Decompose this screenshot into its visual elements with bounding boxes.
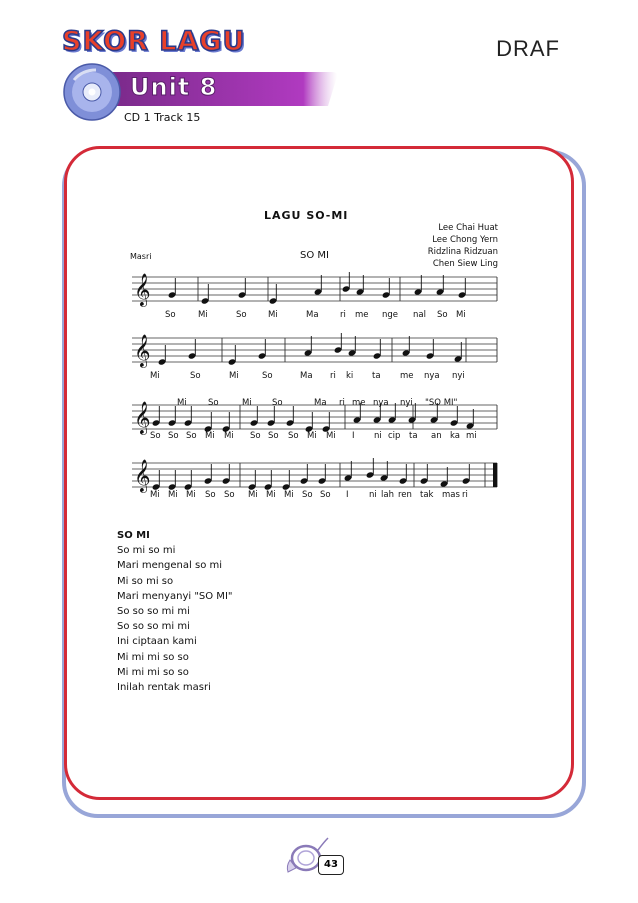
composer: Ridzlina Ridzuan	[427, 247, 498, 257]
staff-lyric: So	[150, 431, 161, 441]
staff-lyric: nal	[413, 310, 426, 320]
staff-upper-lyric: nyi	[400, 398, 413, 408]
staff-lyric: mi	[466, 431, 477, 441]
staff-lyric: Mi	[248, 490, 258, 500]
staff-upper-lyric: Mi	[177, 398, 187, 408]
lyrics-line: Mi mi mi so so	[117, 666, 189, 678]
staff-upper-lyric: nya	[373, 398, 389, 408]
staff-lyric: ri	[462, 490, 468, 500]
staff-lyric: So	[205, 490, 216, 500]
staff-lyric: ri	[330, 371, 336, 381]
lyrics-line: Mari menyanyi "SO MI"	[117, 590, 233, 602]
staff-lyric: me	[400, 371, 414, 381]
composer: Lee Chai Huat	[438, 223, 498, 233]
staff-lyric: ka	[450, 431, 460, 441]
lyrics-line: Inilah rentak masri	[117, 682, 211, 694]
tempo-marking: Masri	[130, 252, 152, 261]
treble-clef: 𝄞	[134, 459, 151, 492]
lyrics-line: So so so mi mi	[117, 621, 190, 633]
staff-upper-lyric: Ma	[314, 398, 327, 408]
cd-track-label: CD 1 Track 15	[124, 111, 201, 124]
staff-lyric: Mi	[284, 490, 294, 500]
staff-lyric: Mi	[326, 431, 336, 441]
staff-lyric: ta	[372, 371, 381, 381]
lyrics-line: Ini ciptaan kami	[117, 636, 197, 648]
lyrics-line: Mi so mi so	[117, 575, 174, 587]
staff-lyric: So	[224, 490, 235, 500]
staff-lyric: ren	[398, 490, 412, 500]
staff-lyric: Ma	[300, 371, 313, 381]
staff-lyric: I	[346, 490, 349, 500]
final-bar	[493, 463, 497, 487]
lyrics-line: So so so mi mi	[117, 606, 190, 618]
unit-label: Unit 8	[130, 73, 218, 101]
staff-lyric: Mi	[150, 490, 160, 500]
staff-lyric: ni	[369, 490, 377, 500]
staff-lyric: ni	[374, 431, 382, 441]
staff-lyric: Mi	[186, 490, 196, 500]
staff-lyric: So	[236, 310, 247, 320]
staff-lyric: Mi	[150, 371, 160, 381]
staff-lyric: an	[431, 431, 442, 441]
staff-upper-lyric: me	[352, 398, 366, 408]
treble-clef: 𝄞	[134, 401, 151, 434]
staff-lyric: So	[320, 490, 331, 500]
staff-lyric: Mi	[205, 431, 215, 441]
staff-lyric: Mi	[268, 310, 278, 320]
staff-lyric: Mi	[229, 371, 239, 381]
lyrics-block	[117, 528, 417, 695]
staff-lyric: So	[190, 371, 201, 381]
staff-lyric: lah	[381, 490, 394, 500]
staff-lyric: tak	[420, 490, 434, 500]
staff-lyric: So	[437, 310, 448, 320]
staff-lyric: nge	[382, 310, 399, 320]
staff-lyric: So	[262, 371, 273, 381]
staff-lyric: Mi	[266, 490, 276, 500]
lyrics-heading: SO MI	[117, 530, 150, 541]
page-number: 43	[318, 855, 344, 875]
staff-lyric: So	[250, 431, 261, 441]
staff-lyric: I	[352, 431, 355, 441]
lyrics-line: Mari mengenal so mi	[117, 560, 223, 572]
staff-upper-lyric: Mi	[242, 398, 252, 408]
treble-clef: 𝄞	[134, 273, 151, 306]
staff-lyric: So	[168, 431, 179, 441]
composer: Lee Chong Yern	[432, 235, 498, 245]
staff-lyric: Mi	[224, 431, 234, 441]
lyrics-line: Mi mi mi so so	[117, 651, 189, 663]
staff-lyric: So	[302, 490, 313, 500]
song-title: LAGU SO-MI	[264, 209, 349, 222]
staff-upper-lyric: So	[272, 398, 283, 408]
staff-lyric: ri	[340, 310, 346, 320]
staff-lyric: Mi	[307, 431, 317, 441]
staff-lyric: So	[288, 431, 299, 441]
staff-lyric: Mi	[198, 310, 208, 320]
series-title: SKOR LAGU	[62, 26, 246, 57]
staff-lyric: So	[186, 431, 197, 441]
draft-label: DRAF	[496, 36, 560, 61]
staff-upper-lyric: "SO MI"	[425, 398, 458, 408]
staff-upper-lyric: ri	[339, 398, 345, 408]
staff-lyric: ta	[409, 431, 418, 441]
staff-lyric: So	[165, 310, 176, 320]
staff-lyric: cip	[388, 431, 401, 441]
song-subtitle: SO MI	[300, 250, 329, 261]
treble-clef: 𝄞	[134, 334, 151, 367]
staff-lyric: nyi	[452, 371, 465, 381]
staff-lyric: Mi	[168, 490, 178, 500]
staff-lyric: So	[268, 431, 279, 441]
staff-lyric: Mi	[456, 310, 466, 320]
staff-lyric: nya	[424, 371, 440, 381]
lyrics-line: So mi so mi	[117, 545, 176, 557]
staff-lyric: me	[355, 310, 369, 320]
composer: Chen Siew Ling	[432, 259, 498, 269]
staff-upper-lyric: So	[208, 398, 219, 408]
staff-lyric: mas	[442, 490, 460, 500]
staff-lyric: ki	[346, 371, 354, 381]
staff-lyric: Ma	[306, 310, 319, 320]
